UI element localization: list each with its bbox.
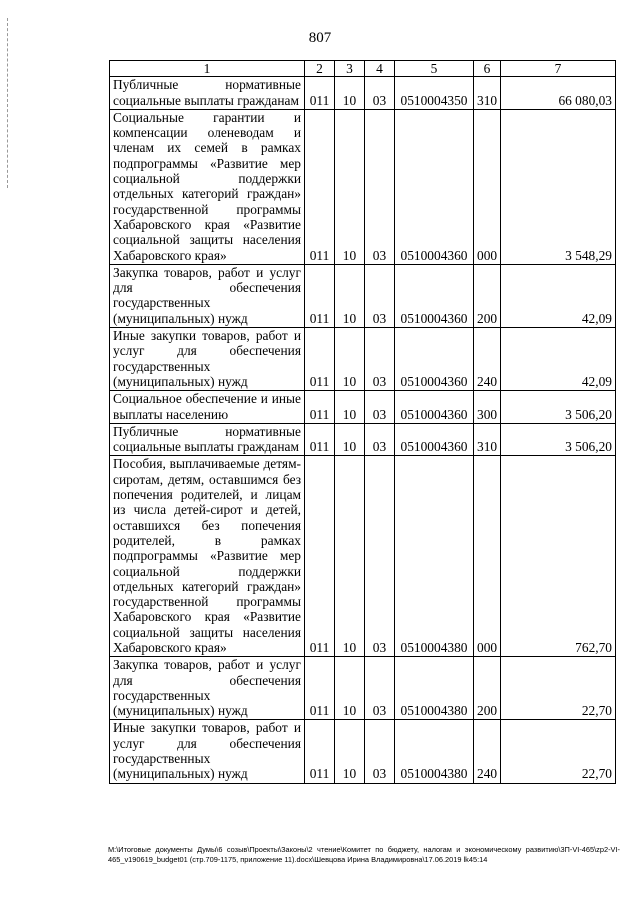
table-row [110,657,616,720]
row-section: 10 [335,423,365,456]
row-section: 10 [335,264,365,327]
row-section: 10 [335,77,365,110]
row-expense-type: 240 [474,328,501,391]
row-name: Социальные гарантии и компенсации оленеводам и членам их семей в рамках подпрограммы «Развитие мер социальной поддержки отдельных категорий граждан» государственной программы Хабаровского края «Развитие социальной защиты населения Хабаровского края» [110,109,305,264]
table-row [110,720,616,783]
row-name: Иные закупки товаров, работ и услуг для обеспечения государственных (муниципальных) нужд [110,720,305,783]
row-name: Публичные нормативные социальные выплаты гражданам [110,423,305,456]
row-amount: 42,09 [501,328,616,391]
row-amount: 3 548,29 [501,109,616,264]
row-target-article: 0510004360 [395,423,474,456]
row-ministry-code: 011 [305,720,335,783]
row-ministry-code: 011 [305,109,335,264]
row-expense-type: 310 [474,423,501,456]
row-expense-type: 310 [474,77,501,110]
row-section: 10 [335,109,365,264]
page-number: 807 [308,30,332,46]
row-amount: 762,70 [501,456,616,657]
table-row [110,423,616,456]
header-col-1: 1 [110,61,305,77]
table-row [110,109,616,264]
header-col-6: 6 [474,61,501,77]
row-section: 10 [335,391,365,424]
row-target-article: 0510004350 [395,77,474,110]
row-subsection: 03 [365,109,395,264]
row-subsection: 03 [365,328,395,391]
row-expense-type: 200 [474,657,501,720]
row-expense-type: 240 [474,720,501,783]
row-name: Пособия, выплачиваемые детям-сиротам, детям, оставшимся без попечения родителей, и лицам из числа детей-сирот и детей, оставшихся без попечения родителей, в рамках подпрограммы «Развитие мер социальной поддержки отдельных категорий граждан» государственной программы Хабаровского края «Развитие социальной защиты населения Хабаровского края» [110,456,305,657]
row-expense-type: 200 [474,264,501,327]
row-section: 10 [335,657,365,720]
row-amount: 42,09 [501,264,616,327]
row-ministry-code: 011 [305,423,335,456]
row-ministry-code: 011 [305,264,335,327]
header-col-3: 3 [335,61,365,77]
header-col-2: 2 [305,61,335,77]
row-amount: 3 506,20 [501,423,616,456]
row-target-article: 0510004360 [395,264,474,327]
row-expense-type: 300 [474,391,501,424]
row-name: Социальное обеспечение и иные выплаты населению [110,391,305,424]
row-expense-type: 000 [474,456,501,657]
row-ministry-code: 011 [305,391,335,424]
document-footer-path: М:\Итоговые документы Думы\6 созыв\Проекты\Законы\2 чтение\Комитет по бюджету, налогам и экономическому развитию\3П-VI-465\zp2-VI-465_v190619_budget01 (стр.709-1175, приложение 11).docx\Шевцова Ирина Владимировна\17.06.2019 lk45:14 [108,845,620,864]
table-row [110,328,616,391]
row-expense-type: 000 [474,109,501,264]
row-name: Закупка товаров, работ и услуг для обеспечения государственных (муниципальных) нужд [110,657,305,720]
row-target-article: 0510004360 [395,328,474,391]
row-subsection: 03 [365,657,395,720]
table-row [110,264,616,327]
row-target-article: 0510004380 [395,720,474,783]
table-row [110,456,616,657]
header-col-7: 7 [501,61,616,77]
row-ministry-code: 011 [305,657,335,720]
row-subsection: 03 [365,456,395,657]
row-target-article: 0510004380 [395,657,474,720]
row-subsection: 03 [365,423,395,456]
budget-table [109,60,616,784]
row-name: Иные закупки товаров, работ и услуг для обеспечения государственных (муниципальных) нужд [110,328,305,391]
row-subsection: 03 [365,720,395,783]
row-ministry-code: 011 [305,456,335,657]
row-subsection: 03 [365,264,395,327]
row-ministry-code: 011 [305,77,335,110]
row-target-article: 0510004380 [395,456,474,657]
row-subsection: 03 [365,391,395,424]
header-col-4: 4 [365,61,395,77]
row-name: Публичные нормативные социальные выплаты гражданам [110,77,305,110]
row-subsection: 03 [365,77,395,110]
row-target-article: 0510004360 [395,109,474,264]
row-amount: 22,70 [501,657,616,720]
row-amount: 66 080,03 [501,77,616,110]
row-name: Закупка товаров, работ и услуг для обеспечения государственных (муниципальных) нужд [110,264,305,327]
row-section: 10 [335,720,365,783]
row-section: 10 [335,328,365,391]
table-row [110,391,616,424]
table-header-row [110,61,616,77]
row-section: 10 [335,456,365,657]
row-amount: 22,70 [501,720,616,783]
row-amount: 3 506,20 [501,391,616,424]
header-col-5: 5 [395,61,474,77]
row-ministry-code: 011 [305,328,335,391]
table-row [110,77,616,110]
scan-edge-mark [7,18,10,188]
row-target-article: 0510004360 [395,391,474,424]
